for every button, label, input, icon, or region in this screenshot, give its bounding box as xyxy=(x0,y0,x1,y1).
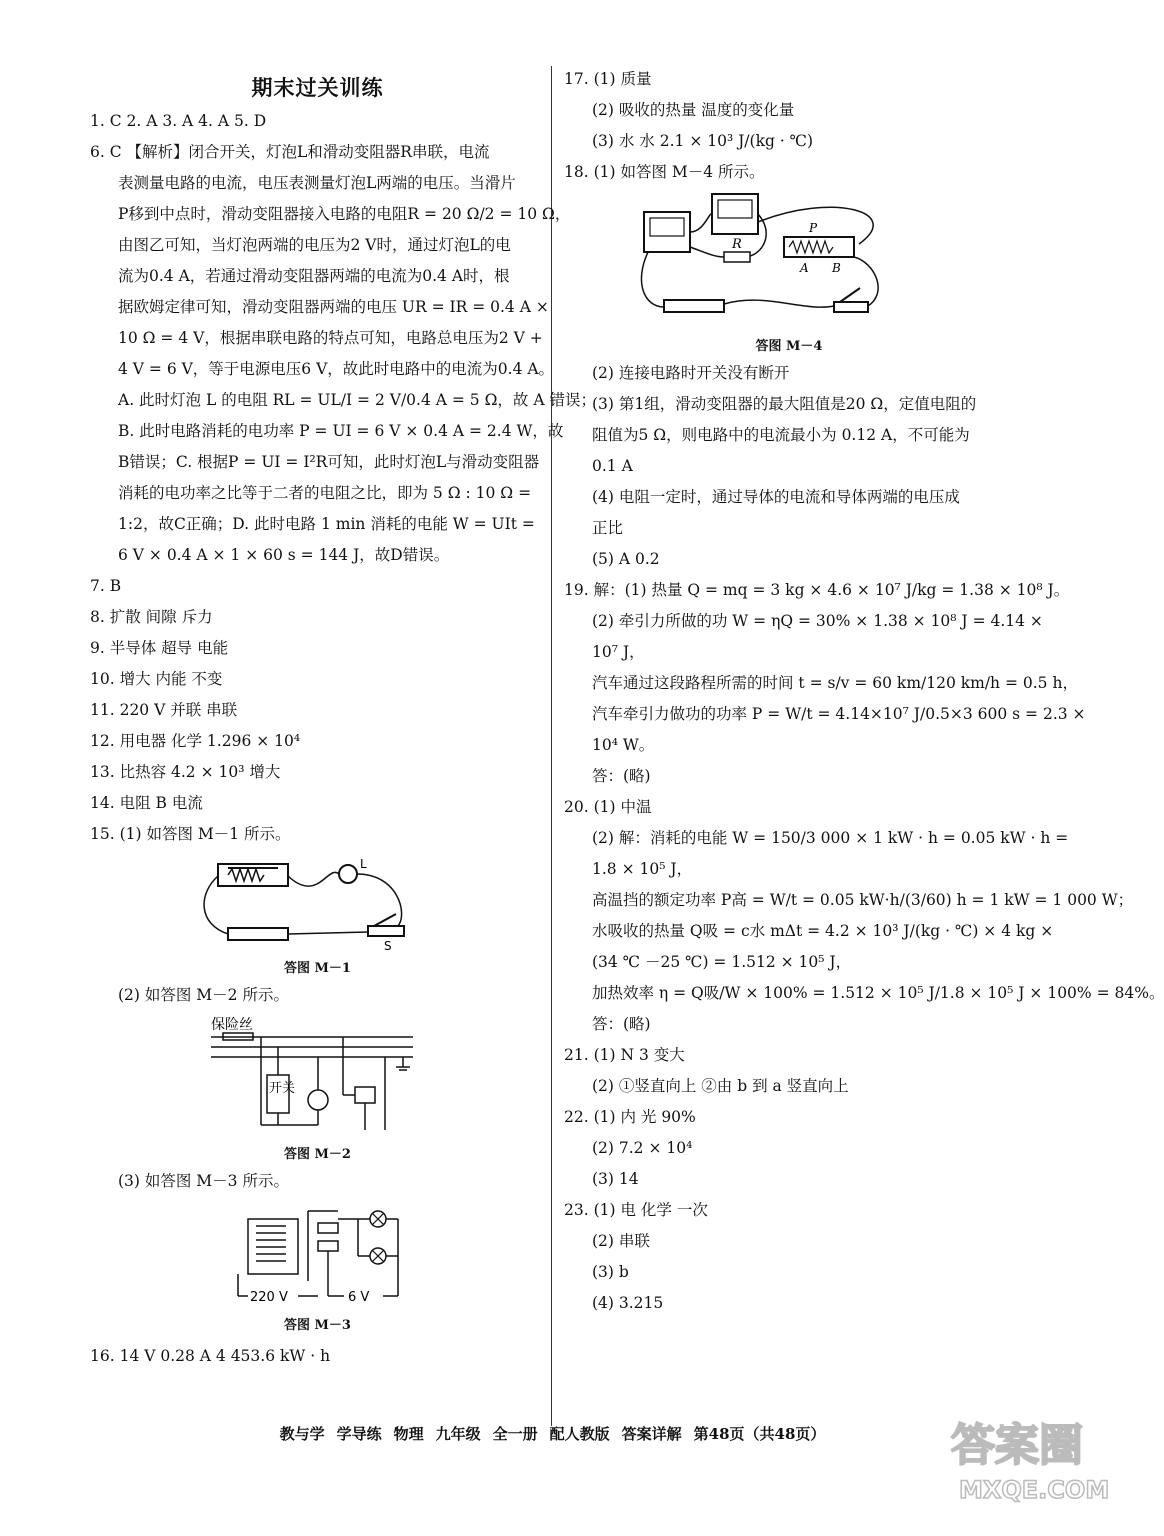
answer-line: 23. (1) 电 化学 一次 xyxy=(564,1201,708,1219)
figure-caption-m1: 答图 M－1 xyxy=(284,961,351,976)
page-footer xyxy=(0,1423,1105,1444)
answer-line: 高温挡的额定功率 P高 = W/t = 0.05 kW·h/(3/60) h = 1 kW = 1 000 W； xyxy=(592,891,1134,909)
answer-line: 22. (1) 内 光 90% xyxy=(564,1108,696,1126)
left-answer-lines xyxy=(90,106,596,850)
answer-line: 0.1 A xyxy=(592,457,633,475)
answer-line: 15. (1) 如答图 M－1 所示。 xyxy=(90,825,291,843)
answer-line: 1.8 × 10⁵ J， xyxy=(592,860,693,878)
column-divider xyxy=(551,66,552,1426)
answer-line: 6 V × 0.4 A × 1 × 60 s = 144 J，故D错误。 xyxy=(118,546,450,564)
footer-item: 学导练 xyxy=(336,1425,382,1443)
watermark-text: 答案圈 xyxy=(951,1420,1083,1471)
watermark-url: MXQE.COM xyxy=(959,1476,1110,1504)
answer-line: 流为0.4 A，若通过滑动变阻器两端的电流为0.4 A时，根 xyxy=(118,267,510,285)
answer-line: 19. 解：(1) 热量 Q = mq = 3 kg × 4.6 × 10⁷ J/kg = 1.38 × 10⁸ J。 xyxy=(564,581,1070,599)
answer-line: P移到中点时，滑动变阻器接入电路的电阻R = 20 Ω/2 = 10 Ω， xyxy=(118,205,571,223)
slider-label: P xyxy=(809,221,818,235)
answer-line: (34 ℃ －25 ℃) = 1.512 × 10⁵ J， xyxy=(592,953,852,971)
left-column xyxy=(90,64,596,1372)
circuit-figure-m4 xyxy=(634,192,944,332)
switch-label: S xyxy=(383,939,392,953)
footer-item: 教与学 xyxy=(279,1425,325,1443)
circuit-figure-m1 xyxy=(198,854,438,954)
footer-item: 配人教版 xyxy=(549,1425,610,1443)
answer-line-15-3: (3) 如答图 M－3 所示。 xyxy=(118,1172,289,1190)
answer-line: 17. (1) 质量 xyxy=(564,70,652,88)
resistor-label: R xyxy=(732,237,742,252)
answer-line: (2) 牵引力所做的功 W = ηQ = 30% × 1.38 × 10⁸ J = 4.14 × xyxy=(592,612,1043,630)
answer-line: 10⁴ W。 xyxy=(592,736,655,754)
answer-line: (3) 水 水 2.1 × 10³ J/(kg · ℃) xyxy=(592,132,814,150)
answer-line: (3) 14 xyxy=(592,1170,639,1188)
answer-line: 12. 用电器 化学 1.296 × 10⁴ xyxy=(90,732,301,750)
circuit-figure-m3 xyxy=(218,1201,418,1311)
answer-line: 4 V = 6 V，等于电源电压6 V，故此时电路中的电流为0.4 A。 xyxy=(118,360,555,378)
right-answer-lines-top xyxy=(564,64,1014,188)
answer-line: B错误；C. 根据P = UI = I²R可知，此时灯泡L与滑动变阻器 xyxy=(118,453,540,471)
lamp-label: L xyxy=(359,857,367,871)
footer-item: 第48页（共48页） xyxy=(693,1425,826,1443)
answer-line: 8. 扩散 间隙 斥力 xyxy=(90,608,213,626)
answer-line-15-2: (2) 如答图 M－2 所示。 xyxy=(118,986,289,1004)
answer-line: 据欧姆定律可知，滑动变阻器两端的电压 UR = IR = 0.4 A × xyxy=(118,298,549,316)
answer-line: 13. 比热容 4.2 × 10³ 增大 xyxy=(90,763,281,781)
answer-line: 10⁷ J， xyxy=(592,643,645,661)
answer-line: 1. C 2. A 3. A 4. A 5. D xyxy=(90,112,267,130)
answer-line: 7. B xyxy=(90,577,122,595)
voltage-6-label: 6 V xyxy=(347,1290,369,1305)
right-column xyxy=(564,64,1164,1319)
terminal-a-label: A xyxy=(800,261,809,275)
answer-line: 阻值为5 Ω，则电路中的电流最小为 0.12 A，不可能为 xyxy=(592,426,970,444)
answer-line: (3) b xyxy=(592,1263,629,1281)
answer-line: (2) 解：消耗的电能 W = 150/3 000 × 1 kW · h = 0.05 kW · h = xyxy=(592,829,1069,847)
answer-line: 汽车牵引力做功的功率 P = W/t = 4.14×10⁷ J/0.5×3 600 s = 2.3 × xyxy=(592,705,1086,723)
answer-line: (2) 7.2 × 10⁴ xyxy=(592,1139,693,1157)
answer-line: 加热效率 η = Q吸/W × 100% = 1.512 × 10⁵ J/1.8 × 10⁵ J × 100% = 84%。 xyxy=(592,984,1164,1002)
switch-label-m2: 开关 xyxy=(268,1081,295,1096)
answer-line: 9. 半导体 超导 电能 xyxy=(90,639,229,657)
answer-line: 6. C 【解析】闭合开关，灯泡L和滑动变阻器R串联，电流 xyxy=(90,143,490,161)
page-title: 期末过关训练 xyxy=(251,75,384,100)
answer-line: (4) 电阻一定时，通过导体的电流和导体两端的电压成 xyxy=(592,488,960,506)
answer-line: (4) 3.215 xyxy=(592,1294,664,1312)
answer-line: 由图乙可知，当灯泡两端的电压为2 V时，通过灯泡L的电 xyxy=(118,236,511,254)
right-answer-lines-bottom xyxy=(564,358,1164,1319)
answer-line: B. 此时电路消耗的电功率 P = UI = 6 V × 0.4 A = 2.4 W，故 xyxy=(118,422,564,440)
answer-line: 20. (1) 中温 xyxy=(564,798,652,816)
figure-caption-m3: 答图 M－3 xyxy=(284,1318,351,1333)
answer-line: (2) 连接电路时开关没有断开 xyxy=(592,364,790,382)
answer-line-16: 16. 14 V 0.28 A 4 453.6 kW · h xyxy=(90,1347,331,1365)
circuit-figure-m2 xyxy=(203,1015,433,1140)
answer-line: 正比 xyxy=(592,519,624,537)
answer-line: 消耗的电功率之比等于二者的电阻之比，即为 5 Ω : 10 Ω = xyxy=(118,484,532,502)
fuse-label: 保险丝 xyxy=(210,1017,253,1033)
answer-line: (3) 第1组，滑动变阻器的最大阻值是20 Ω，定值电阻的 xyxy=(592,395,977,413)
answer-line: 11. 220 V 并联 串联 xyxy=(90,701,238,719)
watermark-logo xyxy=(941,1402,1110,1512)
answer-line: (5) A 0.2 xyxy=(592,550,660,568)
terminal-b-label: B xyxy=(832,261,841,275)
answer-line: (2) 吸收的热量 温度的变化量 xyxy=(592,101,795,119)
answer-line: 表测量电路的电流，电压表测量灯泡L两端的电压。当滑片 xyxy=(118,174,516,192)
answer-line: A. 此时灯泡 L 的电阻 RL = UL/I = 2 V/0.4 A = 5 Ω，故 A 错误； xyxy=(118,391,596,409)
answer-line: (2) ①竖直向上 ②由 b 到 a 竖直向上 xyxy=(592,1077,849,1095)
figure-caption-m2: 答图 M－2 xyxy=(284,1147,351,1162)
answer-line: 10. 增大 内能 不变 xyxy=(90,670,223,688)
footer-item: 物理 xyxy=(393,1425,424,1443)
footer-item: 九年级 xyxy=(435,1425,481,1443)
answer-line: 汽车通过这段路程所需的时间 t = s/v = 60 km/120 km/h = 0.5 h， xyxy=(592,674,1078,692)
answer-line: 答：(略) xyxy=(592,1015,651,1033)
answer-line: 水吸收的热量 Q吸 = c水 mΔt = 4.2 × 10³ J/(kg · ℃) × 4 kg × xyxy=(592,922,1054,940)
footer-item: 全一册 xyxy=(492,1425,538,1443)
answer-line: 1:2，故C正确；D. 此时电路 1 min 消耗的电能 W = UIt = xyxy=(118,515,535,533)
answer-line: 14. 电阻 B 电流 xyxy=(90,794,203,812)
figure-caption-m4: 答图 M－4 xyxy=(755,339,823,354)
answer-line: 10 Ω = 4 V，根据串联电路的特点可知，电路总电压为2 V + xyxy=(118,329,543,347)
answer-line: 答：(略) xyxy=(592,767,651,785)
footer-item: 答案详解 xyxy=(621,1425,682,1443)
voltage-220-label: 220 V xyxy=(249,1290,288,1305)
answer-line: (2) 串联 xyxy=(592,1232,650,1250)
answer-line: 18. (1) 如答图 M－4 所示。 xyxy=(564,163,765,181)
answer-line: 21. (1) N 3 变大 xyxy=(564,1046,685,1064)
